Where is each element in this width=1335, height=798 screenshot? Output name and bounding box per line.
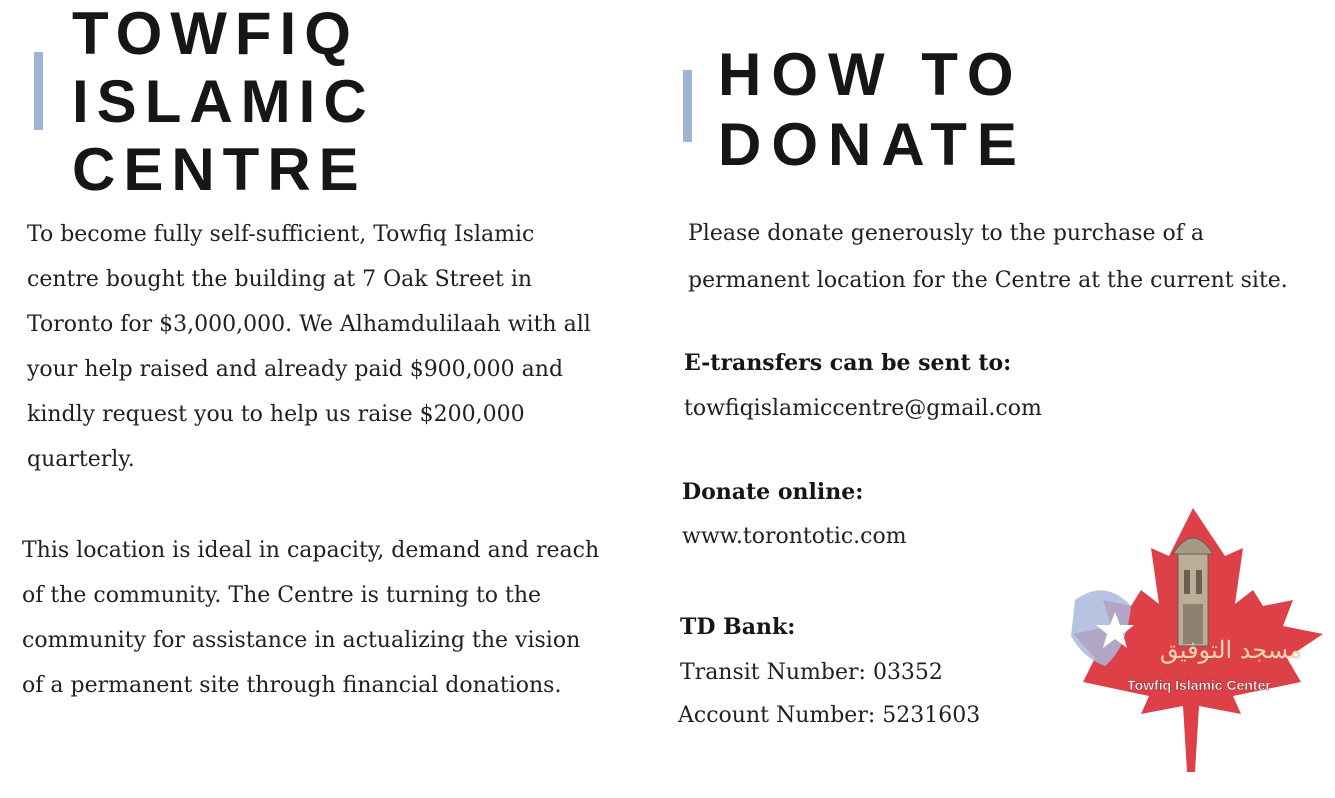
title-line: ISLAMIC: [72, 68, 375, 135]
transit-number: Transit Number: 03352: [680, 660, 943, 685]
etransfer-heading: E-transfers can be sent to:: [684, 350, 1012, 376]
maple-leaf-mosque-logo-icon: [1065, 508, 1327, 780]
etransfer-email: towfiqislamiccentre@gmail.com: [684, 396, 1042, 421]
logo-arabic-text: مسجد التوفيق: [1159, 636, 1303, 664]
left-accent-bar: [34, 52, 43, 130]
location-paragraph: This location is ideal in capacity, demand and reach of the community. The Centre is turning to the community for assistance in actualizing the vision of a permanent site through financial donations.: [22, 538, 600, 698]
online-url: www.torontotic.com: [682, 524, 907, 549]
logo-english-text: Towfiq Islamic Center: [1127, 677, 1271, 693]
online-heading: Donate online:: [682, 479, 864, 505]
title-line: CENTRE: [72, 136, 367, 203]
purchase-paragraph: To become fully self-sufficient, Towfiq Islamic centre bought the building at 7 Oak Street in Toronto for $3,000,000. We Alhamdulilaah with all your help raised and already paid $900,000 and kindly request you to help us raise $200,000 quarterly.: [27, 222, 591, 472]
minaret-icon: [1173, 538, 1213, 646]
how-to-donate-title: [718, 40, 1027, 180]
donate-intro: Please donate generously to the purchase of a permanent location for the Centre at the current site.: [688, 221, 1288, 293]
centre-title: [72, 0, 375, 204]
title-line: DONATE: [718, 111, 1027, 178]
right-accent-bar: [683, 70, 692, 142]
account-number: Account Number: 5231603: [678, 703, 981, 728]
title-line: TOWFIQ: [72, 0, 359, 67]
bank-heading: TD Bank:: [680, 614, 796, 640]
title-line: HOW TO: [718, 41, 1024, 108]
